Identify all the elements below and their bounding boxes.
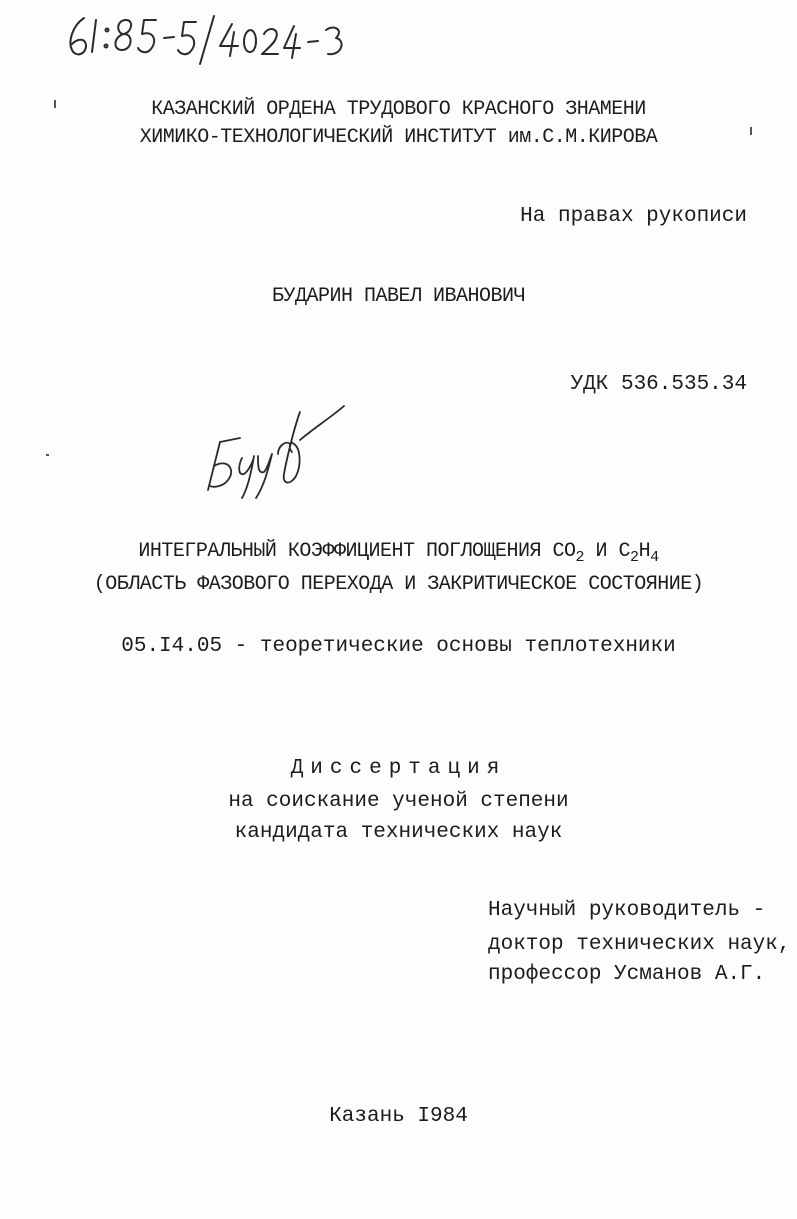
udc-code: УДК 536.535.34 xyxy=(570,373,747,396)
scan-speck xyxy=(46,454,49,456)
formula-c2h4-carbon: C xyxy=(618,540,631,563)
degree-line-2: кандидата технических наук xyxy=(234,821,563,844)
formula-co2-base: CO xyxy=(552,540,576,563)
archive-number-handwritten xyxy=(62,8,352,68)
formula-c2h4-carbon-subscript: 2 xyxy=(630,549,639,566)
author-name: БУДАРИН ПАВЕЛ ИВАНОВИЧ xyxy=(271,285,526,308)
dissertation-heading: Диссертация xyxy=(290,757,507,780)
formula-c2h4-hydrogen-subscript: 4 xyxy=(650,549,659,566)
formula-co2-subscript: 2 xyxy=(575,549,585,566)
supervisor-label: Научный руководитель - xyxy=(488,899,766,922)
degree-line-1: на соискание ученой степени xyxy=(228,790,569,813)
dissertation-title-line-1 xyxy=(0,539,797,565)
institution-line-2: ХИМИКО-ТЕХНОЛОГИЧЕСКИЙ ИНСТИТУТ им.С.М.КИРОВА xyxy=(139,126,658,149)
formula-c2h4-hydrogen: H xyxy=(638,540,651,563)
scan-speck xyxy=(750,127,752,135)
title-prefix: ИНТЕГРАЛЬНЫЙ КОЭФФИЦИЕНТ ПОГЛОЩЕНИЯ xyxy=(138,540,553,563)
author-signature xyxy=(198,400,348,500)
institution-line-1: КАЗАНСКИЙ ОРДЕНА ТРУДОВОГО КРАСНОГО ЗНАМЕНИ xyxy=(151,98,646,121)
dissertation-title-line-2: (ОБЛАСТЬ ФАЗОВОГО ПЕРЕХОДА И ЗАКРИТИЧЕСКОЕ СОСТОЯНИЕ) xyxy=(93,573,704,596)
supervisor-name: профессор Усманов А.Г. xyxy=(488,963,766,986)
scan-speck xyxy=(54,100,56,108)
specialty-code: 05.I4.05 - теоретические основы теплотехники xyxy=(121,635,676,658)
title-conjunction: И xyxy=(584,540,619,563)
supervisor-degree: доктор технических наук, xyxy=(488,933,791,956)
place-and-year: Казань I984 xyxy=(329,1105,468,1128)
manuscript-rights-note: На правах рукописи xyxy=(520,205,747,228)
